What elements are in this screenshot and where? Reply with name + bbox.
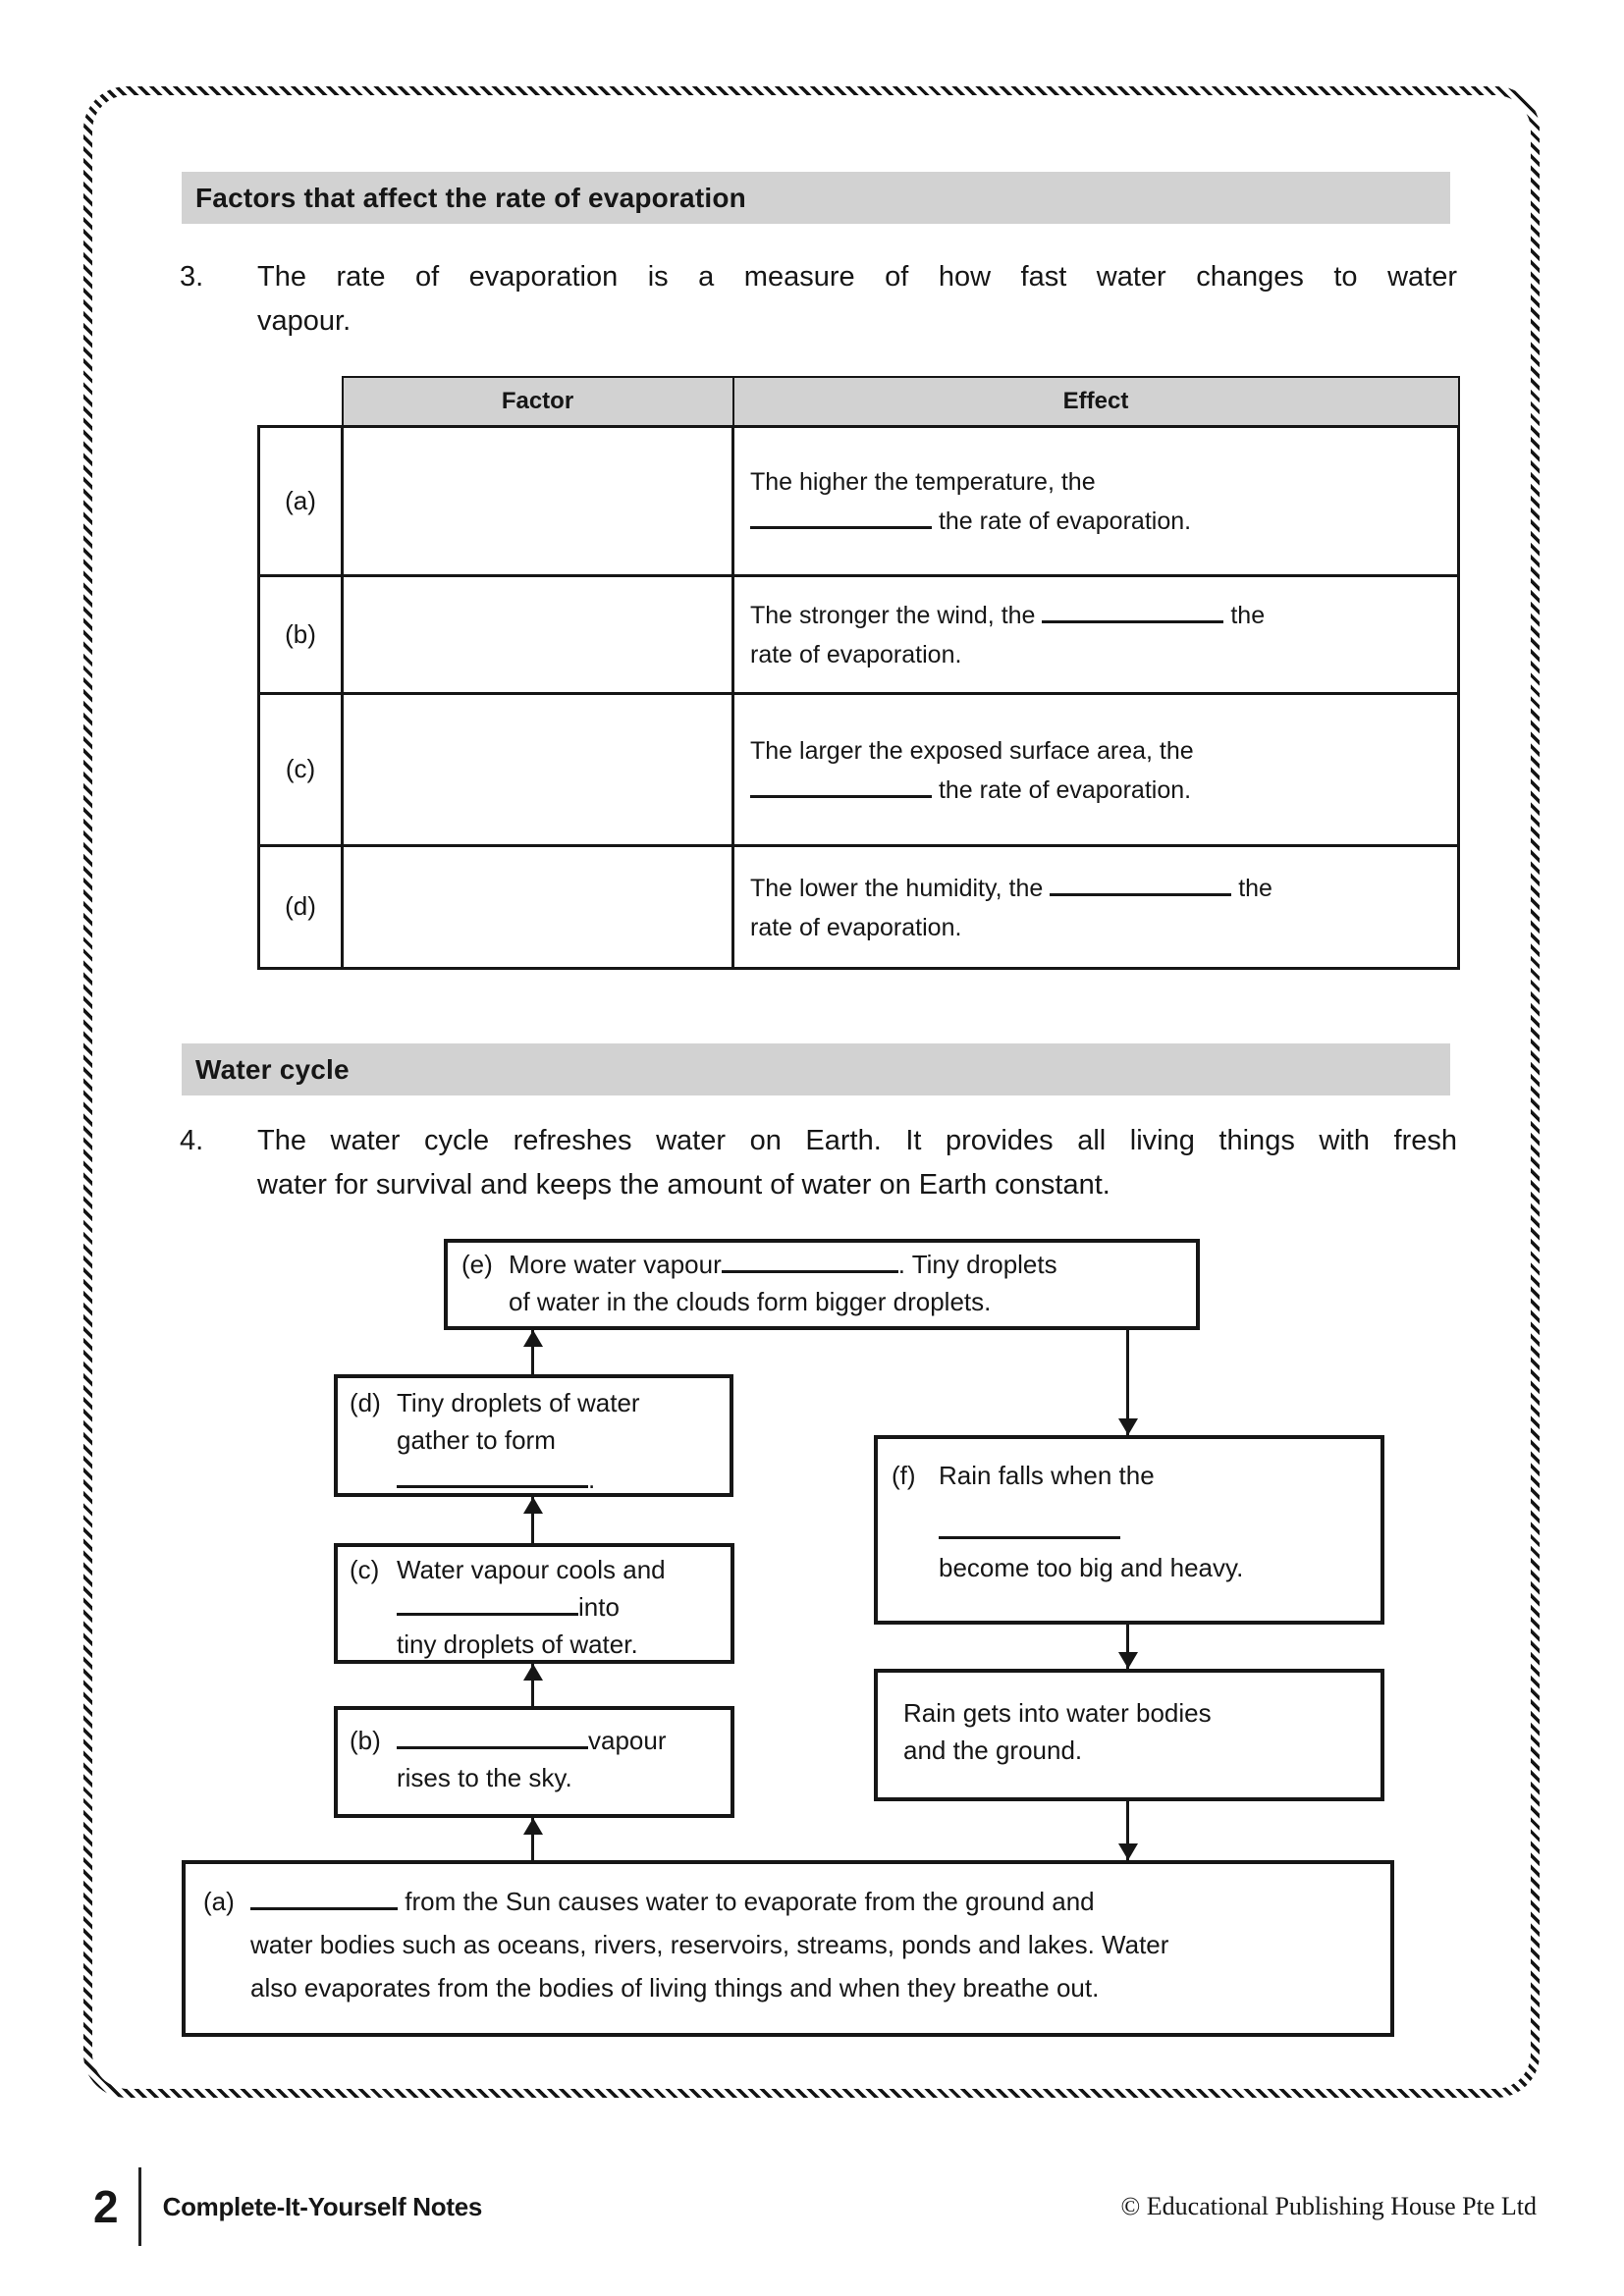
row-b-effect-line1b: the bbox=[1230, 602, 1266, 629]
fill-in-blank bbox=[397, 1462, 588, 1488]
box-f-label: (f) bbox=[892, 1461, 916, 1490]
box-a-line1: from the Sun causes water to evaporate from the ground and bbox=[405, 1887, 1095, 1916]
row-d-effect-line1b: the bbox=[1238, 874, 1272, 902]
box-b-line1: vapour bbox=[588, 1726, 667, 1755]
diagram-box-rain bbox=[874, 1669, 1384, 1801]
row-c-effect-line1: The larger the exposed surface area, the bbox=[750, 736, 1194, 765]
item-3-number: 3. bbox=[180, 261, 204, 293]
box-e-line1b: . Tiny droplets bbox=[897, 1250, 1057, 1279]
box-a-line2: water bodies such as oceans, rivers, reservoirs, streams, ponds and lakes. Water bbox=[250, 1930, 1169, 1959]
row-a-label: (a) bbox=[259, 426, 343, 575]
fill-in-blank bbox=[1042, 598, 1223, 623]
box-e-label: (e) bbox=[461, 1250, 493, 1279]
box-rain-line1: Rain gets into water bodies bbox=[903, 1698, 1212, 1728]
table-row-b bbox=[259, 575, 1459, 693]
box-d-line2: gather to form bbox=[397, 1425, 556, 1455]
diagram-box-f bbox=[874, 1435, 1384, 1625]
arrow-up-d-to-e bbox=[531, 1330, 534, 1374]
row-c-effect-line2: the rate of evaporation. bbox=[938, 775, 1192, 804]
row-a-factor-blank-cell bbox=[343, 426, 733, 575]
row-a-effect-line2: the rate of evaporation. bbox=[938, 507, 1192, 535]
row-a-effect-cell bbox=[733, 426, 1459, 575]
box-f-line3: become too big and heavy. bbox=[939, 1553, 1244, 1582]
table-row-d bbox=[259, 845, 1459, 968]
box-c-line2: into bbox=[578, 1592, 620, 1622]
row-d-effect-line1a: The lower the humidity, the bbox=[750, 874, 1044, 902]
arrow-up-b-to-c bbox=[531, 1664, 534, 1706]
item-4-line1: The water cycle refreshes water on Earth. It provides all living things with fresh bbox=[257, 1125, 1457, 1156]
row-b-label: (b) bbox=[259, 575, 343, 693]
page-number: 2 bbox=[93, 2181, 119, 2232]
table-row-a bbox=[259, 426, 1459, 575]
water-cycle-diagram bbox=[167, 1232, 1453, 2047]
row-d-label: (d) bbox=[259, 845, 343, 968]
arrow-up-a-to-b bbox=[531, 1818, 534, 1860]
row-b-effect-line1a: The stronger the wind, the bbox=[750, 602, 1036, 629]
row-c-factor-blank-cell bbox=[343, 693, 733, 845]
box-d-line3: . bbox=[588, 1465, 596, 1494]
item-4-text bbox=[257, 1119, 1457, 1207]
row-c-effect-cell bbox=[733, 693, 1459, 845]
diagram-box-e bbox=[444, 1239, 1200, 1330]
fill-in-blank bbox=[1050, 870, 1231, 895]
footer-divider bbox=[138, 2167, 141, 2246]
diagram-box-c bbox=[334, 1543, 734, 1664]
table-header-spacer bbox=[259, 377, 343, 426]
page-border-frame bbox=[83, 86, 1540, 2098]
row-c-label: (c) bbox=[259, 693, 343, 845]
fill-in-blank bbox=[750, 772, 932, 797]
row-b-effect-line2: rate of evaporation. bbox=[750, 641, 962, 668]
fill-in-blank bbox=[939, 1513, 1120, 1539]
box-d-line1: Tiny droplets of water bbox=[397, 1388, 640, 1417]
book-title: Complete-It-Yourself Notes bbox=[162, 2191, 483, 2221]
box-d-label: (d) bbox=[350, 1388, 381, 1417]
fill-in-blank bbox=[750, 504, 932, 529]
box-f-line1: Rain falls when the bbox=[939, 1461, 1155, 1490]
fill-in-blank bbox=[397, 1723, 588, 1749]
section-heading-water-cycle: Water cycle bbox=[182, 1043, 1450, 1095]
item-3-line2: vapour. bbox=[257, 305, 352, 337]
fill-in-blank bbox=[722, 1247, 898, 1273]
box-e-line2: of water in the clouds form bigger droplets. bbox=[509, 1287, 992, 1316]
column-header-effect: Effect bbox=[733, 377, 1459, 426]
item-3-line1: The rate of evaporation is a measure of how fast water changes to water bbox=[257, 261, 1457, 293]
row-b-effect-cell bbox=[733, 575, 1459, 693]
arrow-down-f-to-rain bbox=[1126, 1625, 1129, 1669]
box-b-label: (b) bbox=[350, 1726, 381, 1755]
row-d-factor-blank-cell bbox=[343, 845, 733, 968]
row-a-effect-line1: The higher the temperature, the bbox=[750, 468, 1096, 496]
page-footer bbox=[93, 2158, 1537, 2256]
table-header-row bbox=[259, 377, 1459, 426]
section-heading-evaporation: Factors that affect the rate of evaporation bbox=[182, 172, 1450, 224]
box-c-line1: Water vapour cools and bbox=[397, 1555, 666, 1584]
copyright-notice: © Educational Publishing House Pte Ltd bbox=[1120, 2192, 1537, 2220]
table-row-c bbox=[259, 693, 1459, 845]
diagram-box-a bbox=[182, 1860, 1394, 2037]
column-header-factor: Factor bbox=[343, 377, 733, 426]
arrow-down-e-to-f bbox=[1126, 1330, 1129, 1435]
arrow-up-c-to-d bbox=[531, 1497, 534, 1543]
fill-in-blank bbox=[250, 1884, 398, 1910]
factors-table bbox=[257, 376, 1460, 970]
box-rain-line2: and the ground. bbox=[903, 1735, 1083, 1765]
box-a-line3: also evaporates from the bodies of living things and when they breathe out. bbox=[250, 1973, 1100, 2002]
item-3-text bbox=[257, 255, 1457, 344]
arrow-down-rain-to-a bbox=[1126, 1801, 1129, 1860]
box-c-label: (c) bbox=[350, 1555, 380, 1584]
row-d-effect-cell bbox=[733, 845, 1459, 968]
box-c-line3: tiny droplets of water. bbox=[397, 1629, 638, 1659]
item-4-line2: water for survival and keeps the amount of water on Earth constant. bbox=[257, 1169, 1110, 1201]
item-4-number: 4. bbox=[180, 1125, 204, 1156]
box-b-line2: rises to the sky. bbox=[397, 1763, 572, 1792]
box-a-label: (a) bbox=[203, 1887, 235, 1916]
row-d-effect-line2: rate of evaporation. bbox=[750, 913, 962, 941]
fill-in-blank bbox=[397, 1589, 578, 1616]
diagram-box-d bbox=[334, 1374, 733, 1497]
box-e-line1a: More water vapour bbox=[509, 1250, 722, 1279]
item-3 bbox=[180, 255, 1466, 344]
diagram-box-b bbox=[334, 1706, 734, 1818]
row-b-factor-blank-cell bbox=[343, 575, 733, 693]
item-4 bbox=[180, 1119, 1466, 1207]
